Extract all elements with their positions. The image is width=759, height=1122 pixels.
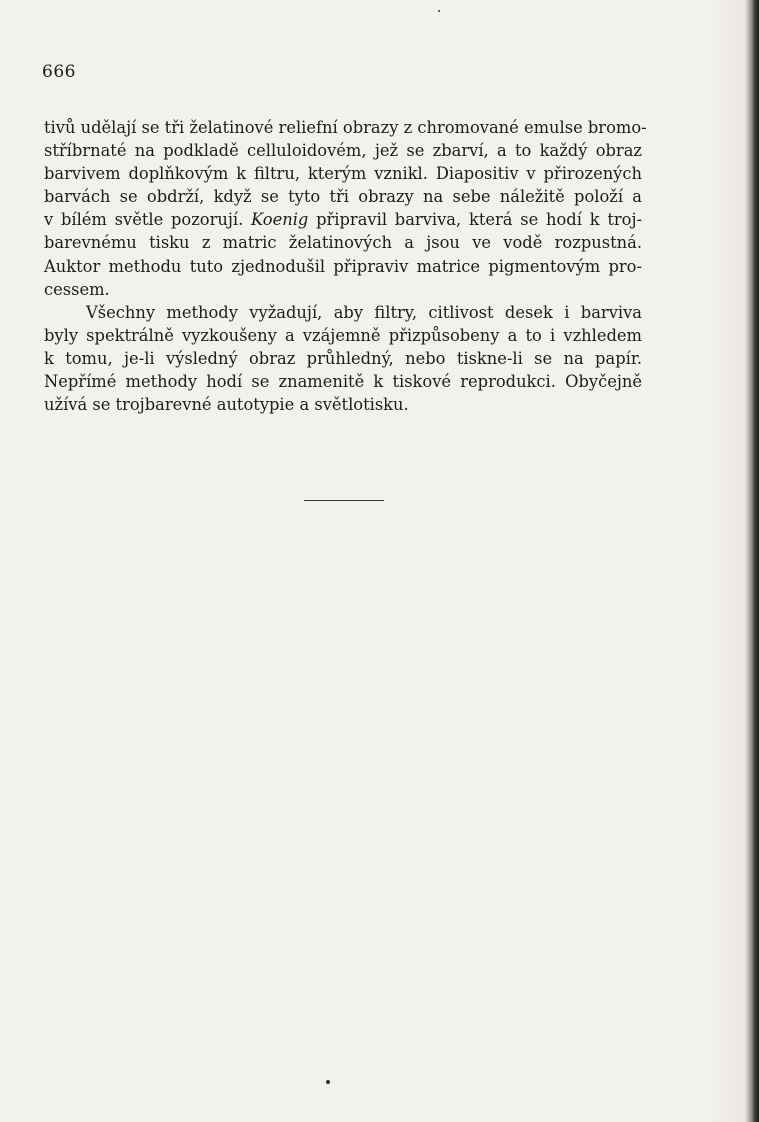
text-line — [44, 208, 642, 231]
section-divider — [304, 500, 384, 501]
text-line: barvách se obdrží, když se tyto tři obrazy na sebe náležitě položí a — [44, 187, 642, 207]
text-line: Nepřímé methody hodí se znamenitě k tiskové reprodukci. Obyčejně — [44, 372, 642, 392]
text-line: tivů udělají se tři želatinové reliefní obrazy z chromované emulse bromo- — [44, 118, 647, 137]
text-line: Všechny methody vyžadují, aby filtry, citlivost desek i barviva — [86, 302, 642, 322]
text-line: užívá se trojbarevné autotypie a světlotisku. — [44, 395, 409, 415]
text-line: k tomu, je-li výsledný obraz průhledný, nebo tiskne-li se na papír. — [44, 348, 642, 368]
print-speck — [438, 10, 440, 12]
author-name: Koenig — [251, 210, 309, 230]
text-line: cessem. — [44, 279, 110, 299]
text-line: barevnému tisku z matric želatinových a jsou ve vodě rozpustná. — [44, 233, 642, 253]
text-fragment: připravil barviva, která se hodí k troj- — [308, 210, 642, 230]
paragraph-1 — [44, 116, 647, 301]
text-line: stříbrnaté na podkladě celluloidovém, jež se zbarví, a to každý obraz — [44, 141, 642, 161]
paragraph-2 — [44, 301, 642, 416]
body-text — [44, 116, 647, 416]
text-line: barvivem doplňkovým k filtru, kterým vznikl. Diapositiv v přirozených — [44, 164, 642, 184]
print-speck — [326, 1080, 330, 1084]
text-fragment: v bílém světle pozorují. — [44, 210, 252, 230]
text-line: Auktor methodu tuto zjednodušil připraviv matrice pigmentovým pro- — [44, 256, 642, 276]
page-binding-edge — [707, 0, 759, 1122]
text-line: byly spektrálně vyzkoušeny a vzájemně přizpůsobeny a to i vzhledem — [44, 325, 642, 345]
page-number: 666 — [42, 62, 76, 82]
